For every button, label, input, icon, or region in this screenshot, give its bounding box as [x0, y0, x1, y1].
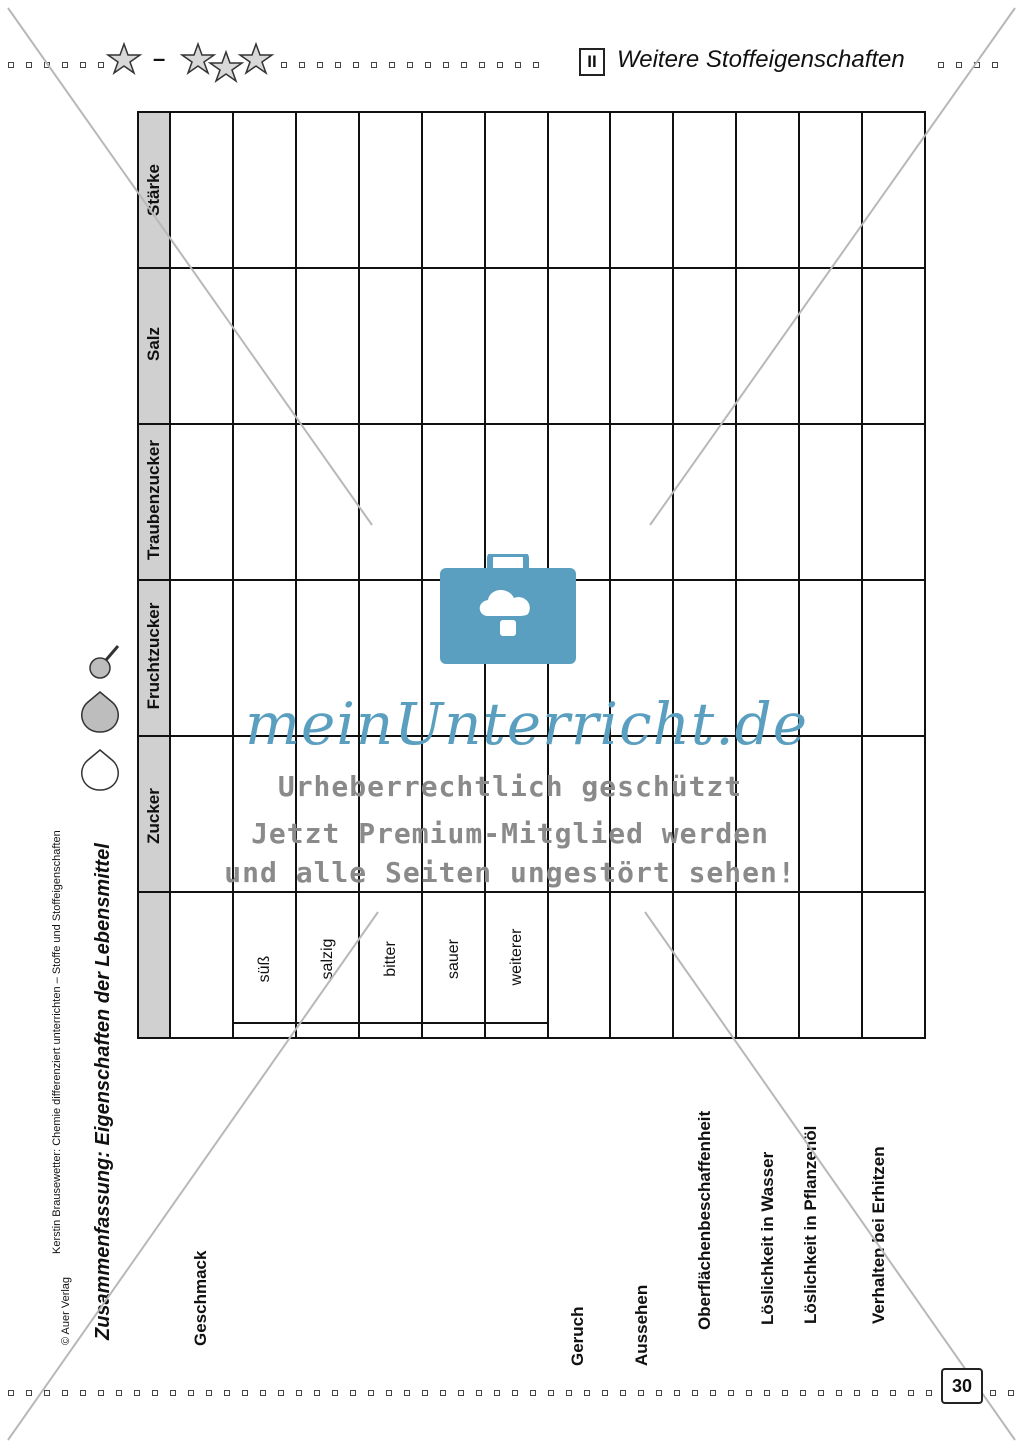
row-label-geruch: Geruch [568, 1306, 587, 1366]
row-label-aussehen: Aussehen [632, 1284, 651, 1366]
difficulty-separator: – [153, 46, 166, 71]
watermark-line3: und alle Seiten ungestört sehen! [224, 856, 796, 889]
briefcase-cloud-icon [440, 554, 576, 664]
row-label-loeslichkeit-pflanzenoel: Löslichkeit in Pflanzenöl [801, 1125, 820, 1324]
credit-line: Kerstin Brausewetter: Chemie differenziert unterrichten – Stoffe und Stoffeigenschaften [51, 830, 63, 1254]
chapter-number: II [579, 48, 605, 76]
row-label-verhalten-erhitzen: Verhalten bei Erhitzen [869, 1146, 888, 1324]
column-header-staerke: Stärke [144, 164, 163, 216]
page-number: 30 [941, 1368, 983, 1404]
column-header-fruchtzucker: Fruchtzucker [144, 602, 163, 710]
bottom-dotted-border-right [990, 1389, 1014, 1397]
watermark-brand: meinUnterricht.de [245, 690, 809, 758]
column-header-traubenzucker: Traubenzucker [144, 440, 163, 560]
worksheet-title: Zusammenfassung: Eigenschaften der Lebensmittel [92, 843, 114, 1340]
taste-label-weiterer: weiterer [508, 928, 525, 986]
taste-label-bitter: bitter [382, 941, 399, 977]
row-label-geschmack: Geschmack [191, 1250, 210, 1346]
column-header-salz: Salz [144, 326, 163, 362]
watermark-line2: Jetzt Premium-Mitglied werden [251, 817, 769, 850]
column-header-zucker: Zucker [144, 788, 163, 844]
bottom-dotted-border [8, 1389, 932, 1397]
copyright-line: © Auer Verlag [60, 1276, 72, 1345]
row-label-oberflaechenbeschaffenheit: Oberflächenbeschaffenheit [695, 1110, 714, 1330]
chapter-title: Weitere Stoffeigenschaften [617, 46, 905, 73]
taste-label-salzig: salzig [319, 938, 336, 980]
watermark-line1: Urheberrechtlich geschützt [277, 770, 743, 803]
row-label-loeslichkeit-wasser: Löslichkeit in Wasser [758, 1151, 777, 1325]
taste-label-sauer: sauer [445, 938, 462, 980]
taste-label-suess: süß [256, 955, 273, 983]
